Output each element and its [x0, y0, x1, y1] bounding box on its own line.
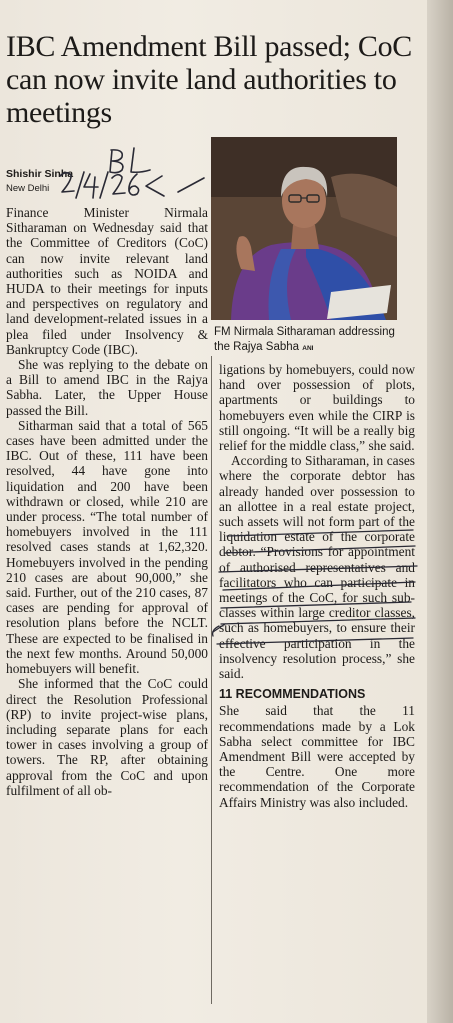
column-divider: [211, 356, 212, 1004]
handwritten-annotation: [58, 142, 208, 204]
article-column-1: [6, 205, 208, 798]
caption-credit: ANI: [302, 344, 314, 352]
article-column-2: [219, 362, 415, 810]
caption-text: FM Nirmala Sitharaman addressing the Rajya Sabha: [214, 326, 395, 353]
photo-caption: [214, 325, 414, 356]
paper-edge: [427, 0, 453, 1023]
headline: IBC Amendment Bill passed; CoC can now invite land authorities to meetings: [6, 30, 413, 129]
paragraph: Finance Minister Nirmala Sitharaman on Wednesday said that the Committee of Creditors (CoC) can now invite relevant land authorities such as NOIDA and HUDA to their meetings for inputs and perspectives on regulatory and land development-related issues in a plea filed under Insolvency & Bankruptcy Code (IBC).: [6, 205, 208, 357]
byline-place: New Delhi: [6, 183, 50, 194]
paragraph: According to Sitharaman, in cases where the corporate debtor has already handed over possession to an allottee in a real estate project, such assets will not form part of the liquidation estate of the corporate debtor. “Provisions for appointment of authorised representatives and facilitators who can participate in meetings of the CoC, for such sub-classes within large creditor classes, such as homebuyers, to ensure their effective participation in the insolvency resolution process,” she said.: [219, 453, 415, 682]
paragraph: ligations by homebuyers, could now hand over possession of plots, apartments or buildings to homebuyers even while the CIRP is still ongoing. “It will be a really big relief for the middle class,” she said.: [219, 362, 415, 454]
photo: [211, 137, 397, 320]
paragraph: She said that the 11 recommendations made by a Lok Sabha select committee for IBC Amendment Bill were accepted by the Centre. One more recommendation of the Corporate Affairs Ministry was also included.: [219, 703, 415, 810]
byline-author: Shishir Sinha: [6, 168, 74, 180]
photo-image: [211, 137, 397, 320]
paragraph: She was replying to the debate on a Bill to amend IBC in the Rajya Sabha. Later, the Upper House passed the Bill.: [6, 357, 208, 418]
subheading: 11 RECOMMENDATIONS: [219, 687, 366, 702]
paragraph: She informed that the CoC could direct the Resolution Professional (RP) to invite project-wise plans, including separate plans for each tower in cases involving a group of towers. The RP, after obtaining approval from the CoC and upon fulfilment of all ob-: [6, 676, 208, 798]
paragraph: Sitharman said that a total of 565 cases have been admitted under the IBC. Out of these, 111 have been resolved, 44 have gone into liquidation and 200 have been withdrawn or closed, while 210 are under process. “The total number of homebuyers involved in the 111 resolved cases stands at 1,62,320. Homebuyers involved in the pending 210 cases are about 90,000,” she said. Further, out of the 210 cases, 87 cases are pending for approval of resolution plans before the NCLT. These are expected to be finalised in the next few months. Around 50,000 homebuyers will benefit.: [6, 417, 208, 677]
